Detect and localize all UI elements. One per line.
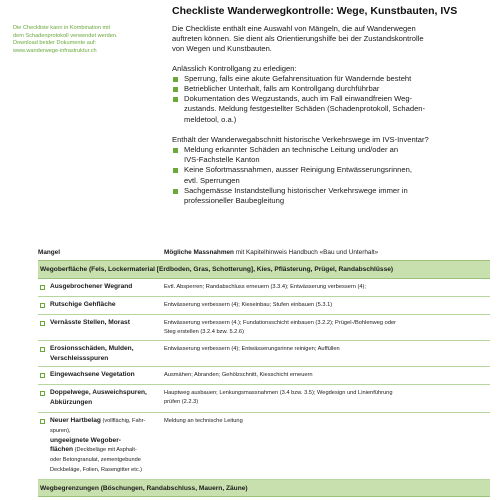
bullet-item	[172, 165, 490, 185]
block2-title: Enthält der Wanderwegabschnitt historische Verkehrswege im IVS-Inventar?	[172, 134, 429, 144]
bullet-square-icon	[173, 189, 178, 194]
mangel-line: Verschleissspuren	[50, 355, 109, 362]
section-wegbegrenzungen: Wegbegrenzungen (Böschungen, Randabschluss, Mauern, Zäune)	[38, 480, 490, 497]
mangel-line: Ausgebrochener Wegrand	[50, 283, 133, 290]
checklist-table	[38, 244, 490, 497]
block1-list	[172, 74, 490, 125]
mangel-label	[50, 385, 147, 412]
massnahmen-line: Evtl. Absperren; Randabschluss erneuern (3.3.4); Entwässerung verbessern (4);	[164, 284, 367, 290]
massnahmen-hartbelag	[164, 413, 490, 479]
lead-line: von Wegen und Kunstbauten.	[172, 44, 272, 54]
checkbox[interactable]	[40, 373, 45, 378]
mangel-line: Vernässte Stellen, Morast	[50, 319, 130, 326]
mangel-bold: ungeeignete Wegober-	[50, 437, 121, 444]
massnahmen-cell	[164, 341, 490, 366]
bullet-item	[172, 186, 490, 206]
bullet-item	[172, 94, 490, 125]
lead-line: Die Checkliste enthält eine Auswahl von Mängeln, die auf Wanderwegen	[172, 24, 416, 33]
massnahmen-line: Entwässerung verbessern (4); Kieseinbau; Stufen einbauen (5.3.1)	[164, 302, 333, 308]
table-row	[38, 297, 490, 315]
side-note	[13, 25, 153, 55]
mangel-line: Rutschige Gehfläche	[50, 301, 116, 308]
massnahmen-line: Meldung an technische Leitung	[164, 418, 243, 424]
massnahmen-cell	[164, 279, 490, 296]
massnahmen-line: Entwässerung verbessern (4); Entwässerungsrinne reinigen; Auffüllen	[164, 346, 340, 352]
mangel-label	[50, 315, 130, 340]
bullet-item	[172, 145, 490, 165]
bullet-text: Sachgemässe Instandstellung historischer Verkehrswege immer in	[184, 185, 408, 195]
mangel-note: (vollflächig, Fahr-	[100, 418, 146, 424]
bullet-square-icon	[173, 148, 178, 153]
page-title: Checkliste Wanderwegkontrolle: Wege, Kunstbauten, IVS	[172, 5, 458, 17]
mangel-bold: flächen	[50, 446, 74, 453]
mangel-line: Doppelwege, Ausweichspuren,	[50, 389, 147, 396]
bullet-text: IVS-Fachstelle Kanton	[184, 155, 260, 165]
side-note-line: Download beider Dokumente auf:	[13, 40, 97, 47]
checkbox[interactable]	[40, 347, 45, 352]
bullet-text: zustands. Meldung festgestellter Schäden (Schadenprotokoll, Schaden-	[184, 104, 426, 114]
massnahmen-cell	[164, 385, 490, 412]
mangel-line: Abkürzungen	[50, 399, 93, 406]
mangel-note: oder Betongranulat, zementgebunde	[50, 457, 141, 463]
massnahmen-line: Hauptweg ausbauen; Lenkungsmassnahmen (3.4 bzw. 3.5); Wegdesign und Linienführung	[164, 390, 393, 396]
mangel-line	[50, 436, 145, 445]
mangel-label	[50, 341, 134, 366]
checkbox[interactable]	[40, 285, 45, 290]
table-row	[38, 341, 490, 367]
massnahmen-line: prüfen (2.2.3)	[164, 399, 199, 405]
bullet-item	[172, 74, 490, 84]
mangel-line	[50, 416, 145, 426]
side-note-line: dem Schadenprotokoll verwendet werden.	[13, 32, 118, 39]
bullet-square-icon	[173, 87, 178, 92]
side-note-line: Die Checkliste kann in Kombination mit	[13, 25, 111, 31]
bullet-item	[172, 84, 490, 94]
mangel-cell	[38, 315, 164, 340]
mangel-line	[50, 445, 145, 455]
massnahmen-line: Ausmähen; Abranden; Gehölzschnitt, Kiesschicht erneuern	[164, 372, 313, 378]
table-row	[38, 315, 490, 341]
checkbox[interactable]	[40, 303, 45, 308]
mangel-line: Eingewachsene Vegetation	[50, 371, 135, 378]
block2-list	[172, 145, 490, 206]
bullet-square-icon	[173, 168, 178, 173]
bullet-text: evtl. Sperrungen	[184, 175, 240, 185]
mangel-note: Deckbeläge, Folien, Rasengitter etc.)	[50, 467, 143, 473]
mangel-hartbelag	[50, 413, 145, 479]
side-note-line: www.wanderwege-infrastruktur.ch	[13, 47, 97, 54]
lead-line: auftreten können. Sie dient als Orientierungshilfe bei der Zustandskontrolle	[172, 34, 424, 44]
mangel-label	[50, 279, 132, 296]
mangel-label	[50, 297, 116, 314]
section-wegoberflaeche: Wegoberfläche (Fels, Lockermaterial [Erdboden, Gras, Schotterung], Kies, Pflästerung, Prügel, Randabschlüsse)	[38, 261, 490, 279]
header-massnahmen-rest: mit Kapitelhinweis Handbuch «Bau und Unterhalt»	[233, 248, 379, 256]
mangel-bold: Neuer Hartbelag	[50, 417, 101, 424]
bullet-text: Keine Sofortmassnahmen, ausser Reinigung Entwässerungsrinnen,	[184, 165, 412, 175]
checkbox[interactable]	[40, 391, 45, 396]
header-massnahmen	[164, 249, 378, 256]
bullet-text: professioneller Baubegleitung	[184, 196, 285, 206]
block1-title: Anlässlich Kontrollgang zu erledigen:	[172, 63, 297, 73]
table-rows	[38, 279, 490, 413]
checkbox[interactable]	[40, 321, 45, 326]
mangel-cell	[38, 385, 164, 412]
bullet-text: Meldung erkannter Schäden an technische Leitung und/oder an	[184, 145, 399, 155]
table-row	[38, 279, 490, 297]
bullet-text: Dokumentation des Wegzustands, auch im Fall einwandfreien Weg-	[184, 94, 413, 104]
table-row	[38, 385, 490, 413]
mangel-line	[50, 426, 145, 436]
table-row	[38, 367, 490, 385]
massnahmen-cell	[164, 315, 490, 340]
mangel-line	[50, 455, 145, 465]
mangel-note: (Deckbeläge mit Asphalt-	[73, 447, 137, 453]
lead-paragraph	[172, 24, 490, 55]
bullet-text: meldetool, o.a.)	[184, 114, 237, 124]
bullet-square-icon	[173, 97, 178, 102]
massnahmen-line: Steg erstellen (3.2.4 bzw. 5.2.6)	[164, 329, 244, 335]
bullet-text: Sperrung, falls eine akute Gefahrensituation für Wandernde besteht	[184, 73, 412, 83]
table-header	[38, 244, 490, 261]
mangel-cell	[38, 367, 164, 384]
header-mangel: Mangel	[38, 248, 61, 256]
bullet-square-icon	[173, 77, 178, 82]
intro	[172, 5, 490, 206]
mangel-label	[50, 367, 135, 384]
header-massnahmen-bold: Mögliche Massnahmen	[164, 248, 234, 256]
bullet-text: Betrieblicher Unterhalt, falls am Kontrollgang durchführbar	[184, 84, 380, 94]
massnahmen-cell	[164, 367, 490, 384]
mangel-cell	[38, 341, 164, 366]
mangel-cell	[38, 279, 164, 296]
checkbox[interactable]	[40, 419, 45, 424]
mangel-cell	[38, 297, 164, 314]
massnahmen-cell	[164, 297, 490, 314]
mangel-note: spuren),	[50, 428, 71, 434]
table-row-hartbelag	[38, 413, 490, 480]
mangel-line	[50, 465, 145, 475]
massnahmen-line: Entwässerung verbessern (4.); Fundationsschicht einbauen (3.2.2); Prügel-/Bohlenweg oder	[164, 320, 397, 326]
mangel-line: Erosionsschäden, Mulden,	[50, 345, 134, 352]
